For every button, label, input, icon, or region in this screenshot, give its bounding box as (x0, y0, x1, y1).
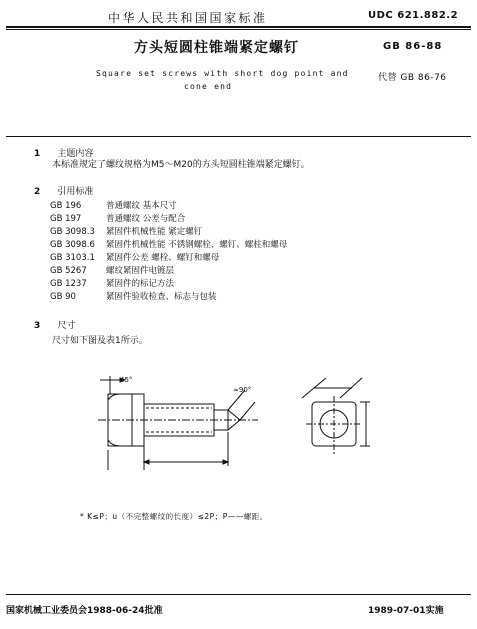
section-rule (6, 136, 471, 137)
gb-number: GB 86-88 (383, 41, 443, 52)
reference-item: GB 3098.3 紧固件机械性能 紧定螺钉 (50, 227, 203, 237)
udc-code: UDC 621.882.2 (368, 10, 459, 21)
replaces-note: 代替 GB 86-76 (378, 73, 447, 83)
screw-side-view-drawing (90, 370, 290, 480)
header-rule (6, 26, 471, 28)
section-number: 3 (34, 321, 41, 331)
title-chinese: 方头短圆柱锥端紧定螺钉 (134, 40, 299, 56)
section-heading: 尺寸 (57, 321, 76, 331)
title-english-line2: cone end (184, 82, 233, 91)
angle-label-tip: ≈90° (233, 386, 252, 394)
section-3-header (34, 313, 75, 332)
section-number: 2 (34, 187, 41, 197)
reference-item: GB 3103.1 紧固件公差 螺栓、螺钉和螺母 (50, 253, 220, 263)
section-heading: 主题内容 (57, 149, 94, 159)
drawing-caption: * K≤P；u（不完整螺纹的长度）≤2P；P——螺距。 (80, 512, 268, 521)
implementation-date: 1989-07-01实施 (368, 606, 444, 616)
section-2-header (34, 179, 93, 198)
reference-item: GB 197 普通螺纹 公差与配合 (50, 214, 186, 224)
angle-label-top: 45° (120, 376, 133, 384)
screw-end-view-drawing (296, 376, 376, 466)
title-english-line1: Square set screws with short dog point and (96, 69, 349, 78)
section-1-text: 本标准规定了螺纹规格为M5～M20的方头短圆柱锥端紧定螺钉。 (52, 160, 310, 170)
footer-rule (6, 594, 471, 595)
reference-item: GB 90 紧固件验收检查、标志与包装 (50, 292, 217, 302)
standard-name: 中华人民共和国国家标准 (108, 11, 268, 25)
reference-item: GB 196 普通螺纹 基本尺寸 (50, 201, 177, 211)
reference-item: GB 5267 螺纹紧固件电镀层 (50, 266, 175, 276)
section-number: 1 (34, 149, 41, 159)
reference-item: GB 3098.6 紧固件机械性能 不锈钢螺栓、螺钉、螺柱和螺母 (50, 240, 288, 250)
approval-issuer: 国家机械工业委员会1988-06-24批准 (6, 606, 163, 616)
reference-item: GB 1237 紧固件的标记方法 (50, 279, 175, 289)
header-rule-thin (6, 29, 471, 30)
section-3-text: 尺寸如下图及表1所示。 (52, 336, 148, 346)
section-heading: 引用标准 (57, 187, 94, 197)
